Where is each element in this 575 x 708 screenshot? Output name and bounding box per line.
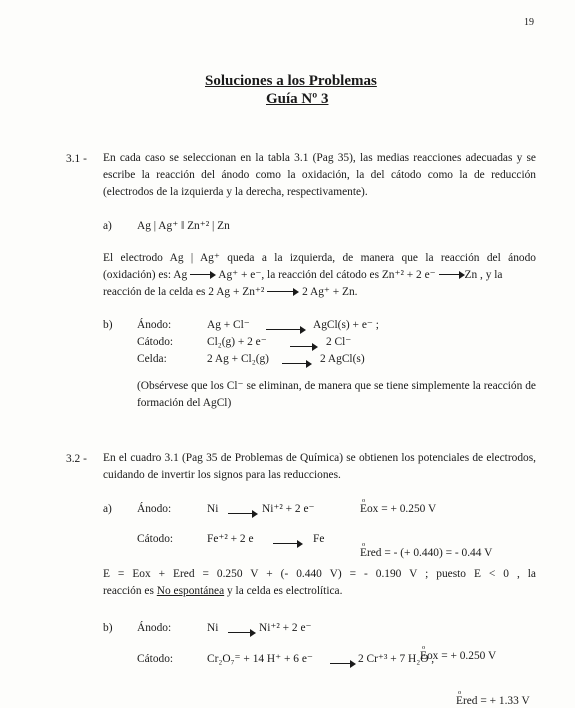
arrow-icon — [190, 271, 216, 279]
a-catodo-potential: o Ered = - (+ 0.440) = - 0.44 V — [360, 546, 575, 560]
a-catodo-label: Cátodo: — [137, 533, 174, 545]
arrow-icon — [439, 271, 465, 279]
problem-3-1-intro: En cada caso se seleccionan en la tabla 3.1 (Pag 35), las medias reacciones adecuadas y se escribe la reacción del ánodo como la oxidación, la del cátodo como la de reducción (electrodos de la izquierda y la derecha, respectivamente). — [103, 152, 536, 198]
arrow-icon — [330, 660, 356, 668]
arrow-icon — [266, 326, 306, 334]
arrow-icon — [228, 629, 256, 637]
problem-number-3-1: 3.1 - — [66, 153, 87, 165]
problem-3-2-intro: En el cuadro 3.1 (Pag 35 de Problemas de Química) se obtienen los potenciales de electrodos, cuidando de invertir los signos para las reducciones. — [103, 452, 536, 481]
item-3-1-a-line1: El electrodo Ag | Ag⁺ queda a la izquierda, de manera que la reacción del ánodo — [103, 252, 536, 264]
b-row-catodo-lhs: Cl₂(g) + 2 e⁻ — [207, 336, 267, 348]
b-anodo-label: Ánodo: — [137, 622, 172, 634]
line2-ag: Ag — [173, 269, 188, 281]
item-3-1-a-cell: Ag | Ag⁺ ‖ Zn⁺² | Zn — [137, 220, 230, 232]
b-row-anodo-lhs: Ag + Cl⁻ — [207, 319, 250, 331]
b-row-celda-lhs: 2 Ag + Cl₂(g) — [207, 353, 269, 365]
b-row-celda-rhs: 2 AgCl(s) — [320, 353, 365, 365]
a-sum-line1: E = Eox + Ered = 0.250 V + (- 0.440 V) = - 0.190 V ; puesto E < 0 , la — [103, 568, 536, 580]
item-3-1-b-label: b) — [103, 319, 113, 331]
item-3-2-a-label: a) — [103, 503, 112, 515]
line3-b: 2 Ag⁺ + Zn. — [302, 286, 358, 298]
arrow-icon — [267, 288, 299, 296]
a-catodo-rhs: Fe — [313, 533, 325, 545]
line2-a: (oxidación) es: — [103, 269, 172, 281]
arrow-icon — [273, 540, 303, 548]
page-title: Soluciones a los Problemas — [205, 73, 377, 89]
sum2-c: y la celda es electrolítica. — [227, 585, 343, 597]
b-catodo-label: Cátodo: — [137, 653, 174, 665]
arrow-icon — [282, 360, 312, 368]
arrow-icon — [290, 343, 318, 351]
item-3-1-a-label: a) — [103, 220, 112, 232]
b-row-catodo-rhs: 2 Cl⁻ — [326, 336, 352, 348]
b-anodo-rhs: Ni⁺² + 2 e⁻ — [259, 622, 312, 634]
line3-a: reacción de la celda es 2 Ag + Zn⁺² — [103, 286, 265, 298]
sum2-b: No espontánea — [156, 585, 225, 597]
line2-b: , la reacción del cátodo es Zn⁺² + 2 e⁻ — [261, 269, 436, 281]
b-row-anodo-rhs: AgCl(s) + e⁻ ; — [313, 319, 379, 331]
page-subtitle: Guía Nº 3 — [266, 91, 329, 107]
item-3-1-a-line2 — [103, 268, 503, 282]
page-number: 19 — [524, 17, 534, 28]
a-sum-line2 — [103, 584, 342, 598]
item-3-1-b-note: (Obsérvese que los Cl⁻ se eliminan, de manera que se tiene simplemente la reacción de formación del AgCl) — [137, 380, 536, 409]
sum2-a: reacción es — [103, 585, 154, 597]
arrow-icon — [228, 510, 258, 518]
item-3-1-a-line3 — [103, 285, 358, 299]
b-row-celda-label: Celda: — [137, 353, 167, 365]
problem-number-3-2: 3.2 - — [66, 453, 87, 465]
a-catodo-lhs: Fe⁺² + 2 e — [207, 533, 254, 545]
a-anodo-label: Ánodo: — [137, 503, 172, 515]
b-anodo-lhs: Ni — [207, 622, 219, 634]
a-anodo-lhs: Ni — [207, 503, 219, 515]
b-row-catodo-label: Cátodo: — [137, 336, 174, 348]
a-anodo-rhs: Ni⁺² + 2 e⁻ — [262, 503, 315, 515]
b-row-anodo-label: Ánodo: — [137, 319, 172, 331]
b-catodo-potential: o Ered = + 1.33 V — [456, 694, 575, 708]
line2-agplus: Ag⁺ + e⁻ — [218, 269, 262, 281]
b-catodo-rhs: 2 Cr⁺³ + 7 H₂O , — [358, 653, 435, 665]
b-anodo-potential: o Eox = + 0.250 V — [420, 649, 575, 663]
b-catodo-lhs: Cr₂O₇⁼ + 14 H⁺ + 6 e⁻ — [207, 653, 313, 665]
item-3-2-b-label: b) — [103, 622, 113, 634]
line2-c: Zn , y la — [464, 269, 503, 281]
a-anodo-potential: o Eox = + 0.250 V — [360, 502, 575, 516]
